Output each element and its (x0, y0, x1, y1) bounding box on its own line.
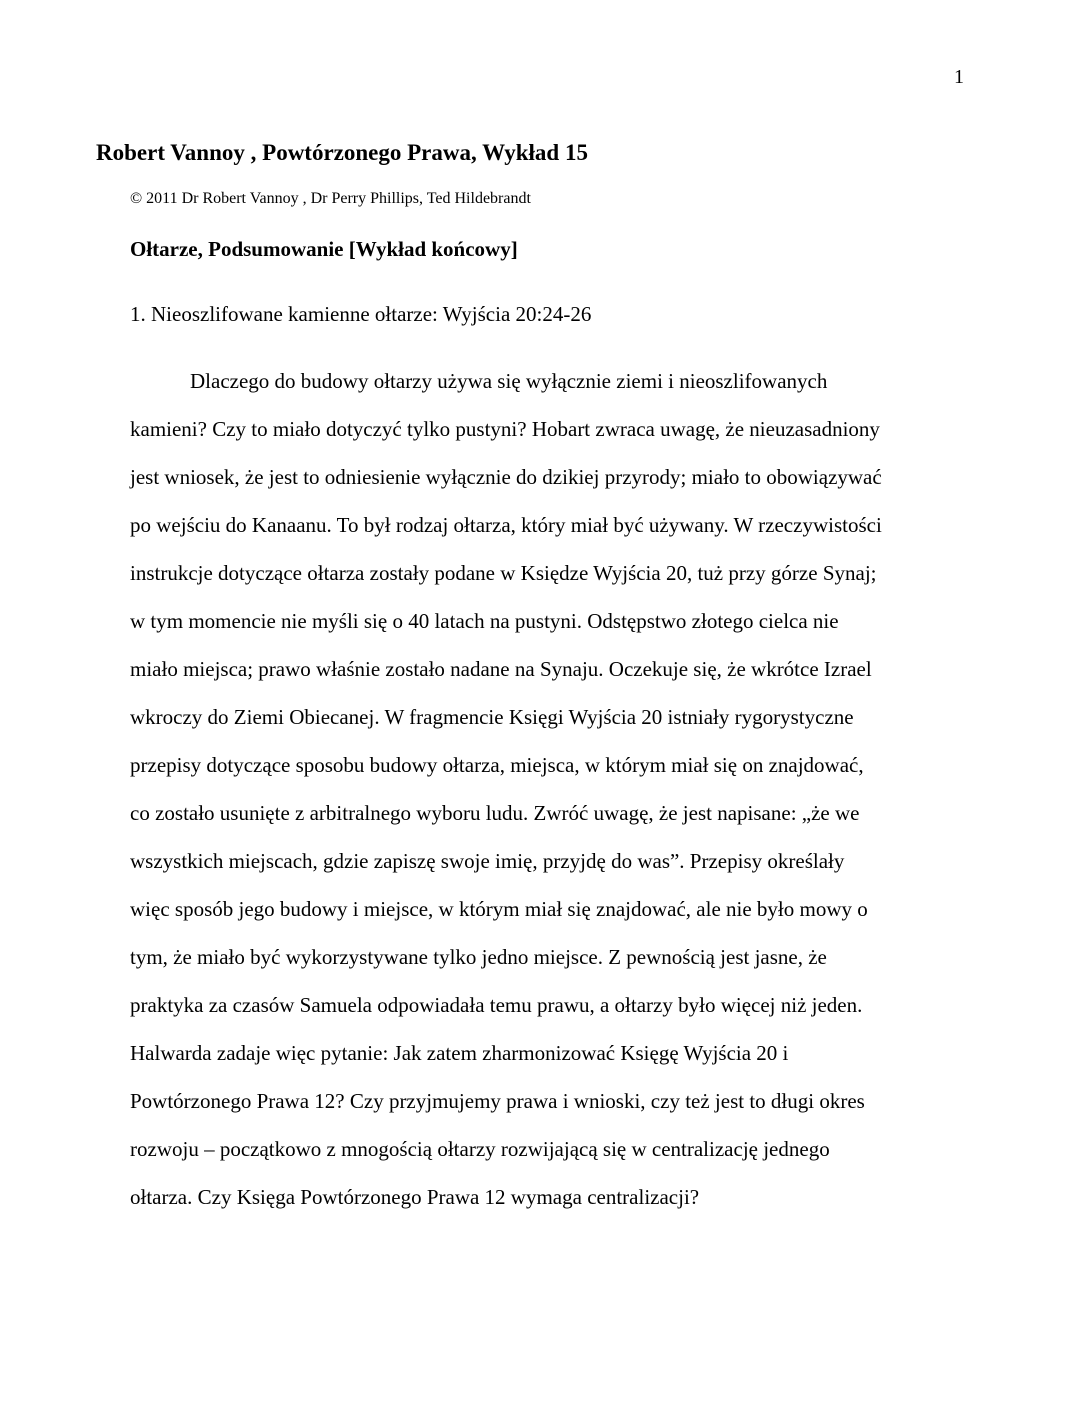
body-paragraph (130, 365, 980, 1229)
body-line: przepisy dotyczące sposobu budowy ołtarza, miejsca, w którym miał się on znajdować, (130, 753, 864, 777)
body-line: jest wniosek, że jest to odniesienie wyłącznie do dzikiej przyrody; miało to obowiązywać (130, 465, 882, 489)
body-line: wszystkich miejscach, gdzie zapiszę swoje imię, przyjdę do was”. Przepisy określały (130, 849, 845, 873)
body-line: co zostało usunięte z arbitralnego wyboru ludu. Zwróć uwagę, że jest napisane: „że we (130, 801, 860, 825)
body-line: tym, że miało być wykorzystywane tylko jedno miejsce. Z pewnością jest jasne, że (130, 945, 827, 969)
subsection-heading: 1. Nieoszlifowane kamienne ołtarze: Wyjścia 20:24-26 (130, 302, 592, 326)
body-line: rozwoju – początkowo z mnogością ołtarzy rozwijającą się w centralizację jednego (130, 1137, 830, 1161)
body-line: miało miejsca; prawo właśnie zostało nadane na Synaju. Oczekuje się, że wkrótce Izrael (130, 657, 872, 681)
section-heading: Ołtarze, Podsumowanie [Wykład końcowy] (130, 237, 518, 261)
body-line: kamieni? Czy to miało dotyczyć tylko pustyni? Hobart zwraca uwagę, że nieuzasadniony (130, 417, 880, 441)
copyright-line: © 2011 Dr Robert Vannoy , Dr Perry Phillips, Ted Hildebrandt (130, 190, 531, 207)
body-line: po wejściu do Kanaanu. To był rodzaj ołtarza, który miał być używany. W rzeczywistości (130, 513, 882, 537)
body-line: ołtarza. Czy Księga Powtórzonego Prawa 12 wymaga centralizacji? (130, 1185, 700, 1209)
body-line: Powtórzonego Prawa 12? Czy przyjmujemy prawa i wnioski, czy też jest to długi okres (130, 1089, 865, 1113)
body-line: Dlaczego do budowy ołtarzy używa się wyłącznie ziemi i nieoszlifowanych (190, 369, 828, 393)
body-line: praktyka za czasów Samuela odpowiadała temu prawu, a ołtarzy było więcej niż jeden. (130, 993, 863, 1017)
body-line: Halwarda zadaje więc pytanie: Jak zatem zharmonizować Księgę Wyjścia 20 i (130, 1041, 789, 1065)
body-line: wkroczy do Ziemi Obiecanej. W fragmencie Księgi Wyjścia 20 istniały rygorystyczne (130, 705, 854, 729)
body-line: w tym momencie nie myśli się o 40 latach na pustyni. Odstępstwo złotego cielca nie (130, 609, 839, 633)
document-title: Robert Vannoy , Powtórzonego Prawa, Wykład 15 (96, 140, 588, 165)
body-line: więc sposób jego budowy i miejsce, w którym miał się znajdować, ale nie było mowy o (130, 897, 868, 921)
body-line: instrukcje dotyczące ołtarza zostały podane w Księdze Wyjścia 20, tuż przy górze Synaj; (130, 561, 877, 585)
page-number: 1 (954, 66, 964, 88)
